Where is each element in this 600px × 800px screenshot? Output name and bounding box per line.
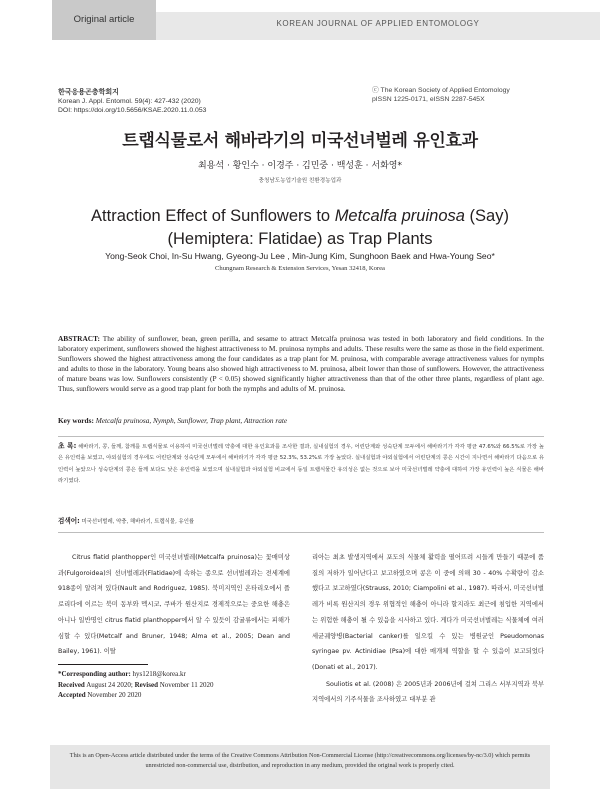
license-notice [50,745,550,789]
korean-keywords-text: 미국선녀벌레, 약충, 해바라기, 트랩식물, 유인률 [81,519,195,525]
correspondence-block [58,669,290,701]
abstract-text: The ability of sunflower, bean, green perilla, and sesame to attract Metcalfa pruinosa was tested in both laboratory and field conditions. In the laboratory experiment, sunflowers showed the highest attractiveness to M. pruinosa nymphs and adults. These results were the same as those in the field experiment. Sunflowers showed the highest attractiveness among the four candidates as a trap plant for M. pruinosa, with comparable average attractiveness values for nymphs and adults to those in the laboratory. Young beans also showed high attractiveness to M. pruinosa, albeit lower than those of sunflowers. However, the attractiveness of mature beans was low. Sunflowers consistently (P < 0.05) showed significantly higher attractiveness than that of the other three plants, regardless of plant age. Thus, sunflowers would serve as a good trap plant for both the nymphs and adults of M. pruinosa. [58,334,544,393]
korean-abstract [58,441,544,488]
corresponding-author [58,669,290,680]
article-type-tab [52,0,156,40]
abstract [58,334,544,394]
keywords-label: Key words: [58,416,94,425]
right-paragraph-1: 리아는 최초 발생지역에서 포도의 식물체 활력을 떨어뜨려 시들게 만들기 때문에 품질의 저하가 일어난다고 보고하였으며 콩은 이 중에 의해 30 - 40% 수확량이 감소 했다고 보고하였다(Strauss, 2010; Ciampolini et al., 1987). 따라서, 미국선녀벌레가 비록 원산지의 경우 위협적인 해충이 아니라 할지라도 최근에 침입한 지역에서는 위험한 해충이 될 수 있음을 시사하고 있다. 게다가 미국선녀벌레는 식물체에 여러 세균궤양병(Bacterial canker)를 일으킬 수 있는 병원균인 Pseudomonas syringae pv. Actinidiae (Psa)에 대한 매개체 역할을 할 수 있음이 보고되었다(Donati et al., 2017). [312,554,544,671]
korean-authors: 최용석 · 황인수 · 이경주 · 김민중 · 백성훈 · 서화영* [198,161,402,171]
english-title-species: Metcalfa pruinosa [334,207,465,225]
english-title-part2: (Say) (Hemiptera: Flatidae) as Trap Plants [167,207,509,248]
journal-banner-label: KOREAN JOURNAL OF APPLIED ENTOMOLOGY [276,19,480,28]
accepted-label: Accepted [58,691,86,699]
received-date: August 24 2020; [86,680,133,689]
journal-korean-name: 한국응용곤충학회지 [58,89,119,96]
keywords-text: Metcalfa pruinosa, Nymph, Sunflower, Trap plant, Attraction rate [95,416,288,425]
left-paragraph: Citrus flatid planthopper인 미국선녀벌레(Metcalfa pruinosa)는 꽃매미상과(Fulgoroidea)의 선녀벌레과(Flatidae)에 속하는 종으로 선녀벌레과는 전세계에 918종이 알려져 있다(Nault and Rodriguez, 1985). 북미지역인 온타리오에서 플로리다에 이르는 북미 동부와 멕시코, 쿠바가 원산지로 경제적으로는 중요한 해충은 아니나 일반명인 citrus flatid planthopper에서 알 수 있듯이 감귤류에서는 피해가 심할 수 있다(Metcalf and Bruner, 1948; Alma et al., 2005; Dean and Bailey, 1961). 이탈 [58,554,290,656]
divider-bottom [58,532,544,533]
issn-line: pISSN 1225-0171, eISSN 2287-545X [372,96,485,103]
doi-link[interactable]: DOI: https://doi.org/10.5656/KSAE.2020.11.0.053 [58,107,207,114]
english-authors: Yong-Seok Choi, In-Su Hwang, Gyeong-Ju Lee , Min-Jung Kim, Sunghoon Baek and Hwa-Young Seo* [105,251,495,261]
accepted-line [58,690,290,701]
korean-keywords-label: 검색어: [58,517,80,525]
abstract-label: ABSTRACT: [58,334,100,343]
korean-title: 트랩식물로서 해바라기의 미국선녀벌레 유인효과 [122,131,478,151]
body-right-column [312,550,544,708]
footnote-rule [58,664,148,665]
korean-keywords [58,515,544,525]
citation-block [58,88,206,115]
publisher-block [372,86,542,104]
license-text: This is an Open-Access article distributed under the terms of the Creative Commons Attribution Non-Commercial License (http://creativecommons.org/licenses/by-nc/3.0) which permits unrestricted non-commercial use, distribution, and reproduction in any medium, provided the original work is properly cited. [69,752,531,769]
page-header [0,0,600,40]
english-affiliation: Chungnam Research & Extension Services, Yesan 32418, Korea [215,265,385,272]
korean-abstract-label: 초 록: [58,442,77,450]
english-title-part1: Attraction Effect of Sunflowers to [91,207,335,225]
citation-line: Korean J. Appl. Entomol. 59(4): 427-432 (2020) [58,98,201,105]
english-title [60,205,540,251]
korean-affiliation: 충청남도농업기술원 친환경농업과 [258,178,342,184]
body-left-column [58,550,290,660]
keywords [58,416,544,426]
revised-date: November 11 2020 [159,680,214,689]
revised-label: Revised [134,680,158,689]
corresponding-author-email[interactable]: hys1218@korea.kr [132,670,186,678]
journal-banner [156,12,600,40]
article-type-label: Original article [73,14,135,25]
right-paragraph-2: Souliotis et al. (2008) 은 2005년과 2006년에 걸쳐 그리스 서부지역과 북부지역에서의 기주식물을 조사하였고 대부분 관 [312,680,544,704]
received-revised-line [58,680,290,691]
divider-top [58,436,544,437]
received-label: Received [58,680,85,689]
corresponding-author-label: *Corresponding author: [58,670,131,678]
copyright-line: ⓒ The Korean Society of Applied Entomology [372,87,510,94]
accepted-date: November 20 2020 [87,691,142,699]
korean-abstract-text: 해바라기, 콩, 들깨, 참깨를 트랩식물로 이용하여 미국선녀벌레 약충에 대한 유인효과를 조사한 결과, 실내실험의 경우, 어린단계와 성숙단계 모두에서 해바라기가 각각 평균 47.6%와 66.5%로 가장 높은 유인력을 보였고, 야외실험의 경우에도 어린단계와 성숙단계 모두에서 해바라기가 각각 평균 52.3%, 53.2%로 가장 높았다. 실내실험과 야외실험에서 어린단계의 콩은 시간이 지나면서 해바라기 다음으로 유인력이 높았으나 성숙단계의 콩은 들깨 보다도 낮은 유인력을 보였으며 실내실험과 야외실험 비교에서 동일 트랩식물간 유의성은 없는 것으로 보아 미국선녀벌레 약충에 대하여 가장 유인력이 높은 식물은 해바라기였다. [58,444,544,485]
